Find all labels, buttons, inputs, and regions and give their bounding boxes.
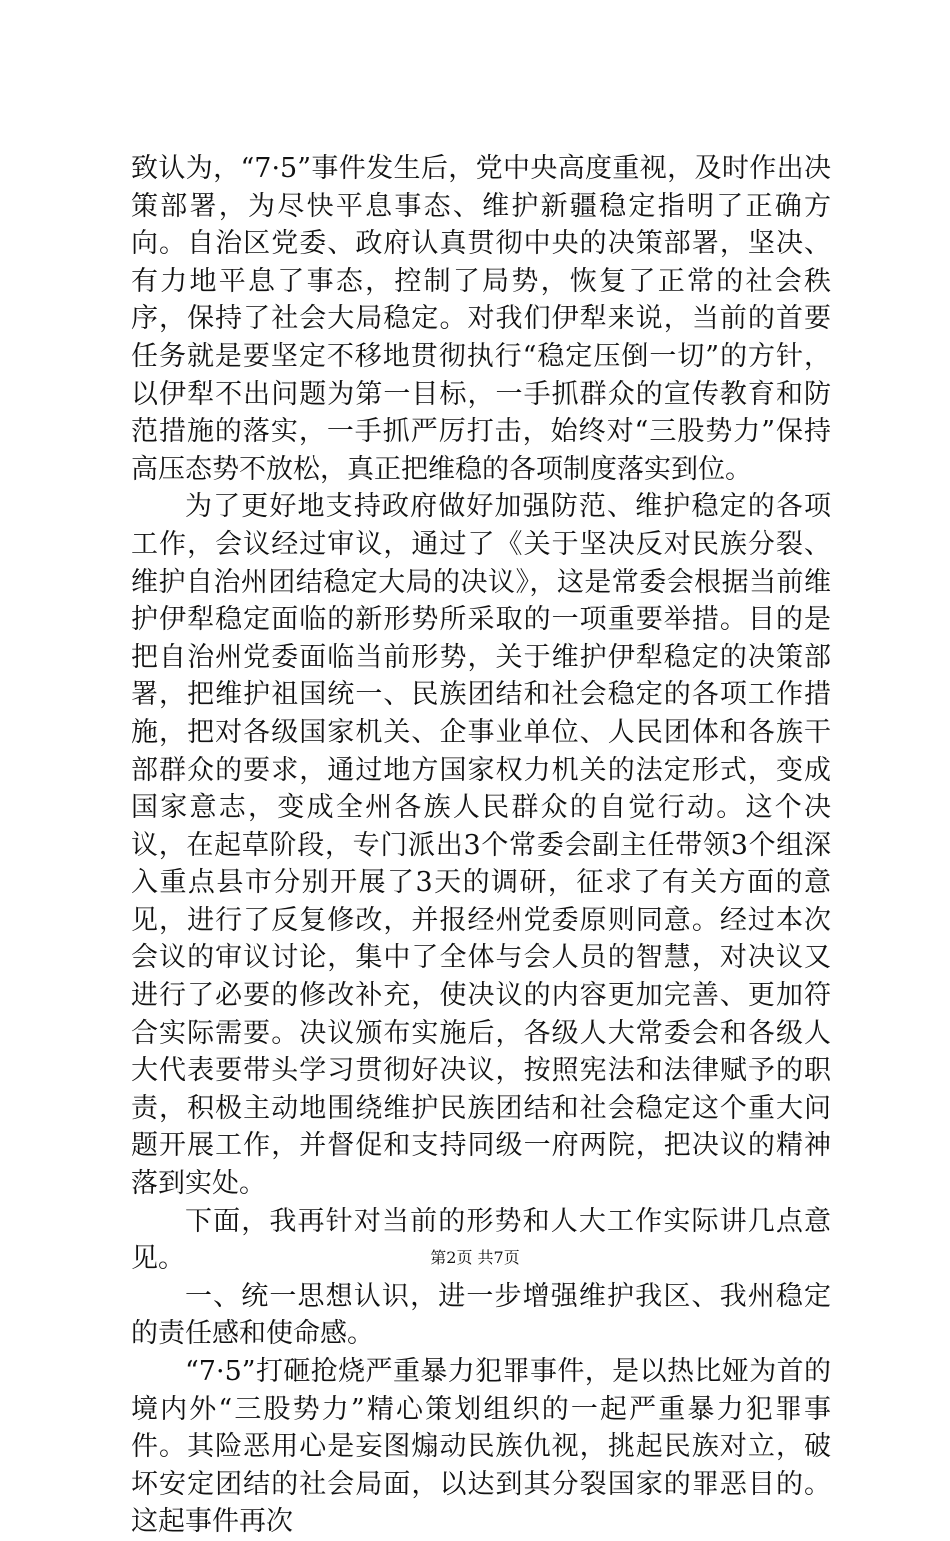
paragraph-resolution: 为了更好地支持政府做好加强防范、维护稳定的各项工作，会议经过审议，通过了《关于坚决反对民族分裂、维护自治州团结稳定大局的决议》，这是常委会根据当前维护伊犁稳定面临的新形势所采取的一项重要举措。目的是把自治州党委面临当前形势，关于维护伊犁稳定的决策部署，把维护祖国统一、民族团结和社会稳定的各项工作措施，把对各级国家机关、企事业单位、人民团体和各族干部群众的要求，通过地方国家权力机关的法定形式，变成国家意志，变成全州各族人民群众的自觉行动。这个决议，在起草阶段，专门派出3个常委会副主任带领3个组深入重点县市分别开展了3天的调研，征求了有关方面的意见，进行了反复修改，并报经州党委原则同意。经过本次会议的审议讨论，集中了全体与会人员的智慧，对决议又进行了必要的修改补充，使决议的内容更加完善、更加符合实际需要。决议颁布实施后，各级人大常委会和各级人大代表要带头学习贯彻好决议，按照宪法和法律赋予的职责，积极主动地围绕维护民族团结和社会稳定这个重大问题开展工作，并督促和支持同级一府两院，把决议的精神落到实处。 (131, 491, 831, 1200)
document-body (131, 150, 831, 1541)
paragraph-continuation: 致认为，“7·5”事件发生后，党中央高度重视，及时作出决策部署，为尽快平息事态、维护新疆稳定指明了正确方向。自治区党委、政府认真贯彻中央的决策部署，坚决、有力地平息了事态，控制了局势，恢复了正常的社会秩序，保持了社会大局稳定。对我们伊犁来说，当前的首要任务就是要坚定不移地贯彻执行“稳定压倒一切”的方针，以伊犁不出问题为第一目标，一手抓群众的宣传教育和防范措施的落实，一手抓严厉打击，始终对“三股势力”保持高压态势不放松，真正把维稳的各项制度落实到位。 (131, 153, 831, 485)
page-number-footer: 第2页 共7页 (430, 1248, 520, 1267)
section-heading-one: 一、统一思想认识，进一步增强维护我区、我州稳定的责任感和使命感。 (131, 1280, 831, 1350)
paragraph-event: “7·5”打砸抢烧严重暴力犯罪事件，是以热比娅为首的境内外“三股势力”精心策划组织的一起严重暴力犯罪事件。其险恶用心是妄图煽动民族仇视，挑起民族对立，破坏安定团结的社会局面，以达到其分裂国家的罪恶目的。这起事件再次 (131, 1356, 831, 1538)
paragraph-intro: 下面，我再针对当前的形势和人大工作实际讲几点意见。 (131, 1205, 831, 1275)
